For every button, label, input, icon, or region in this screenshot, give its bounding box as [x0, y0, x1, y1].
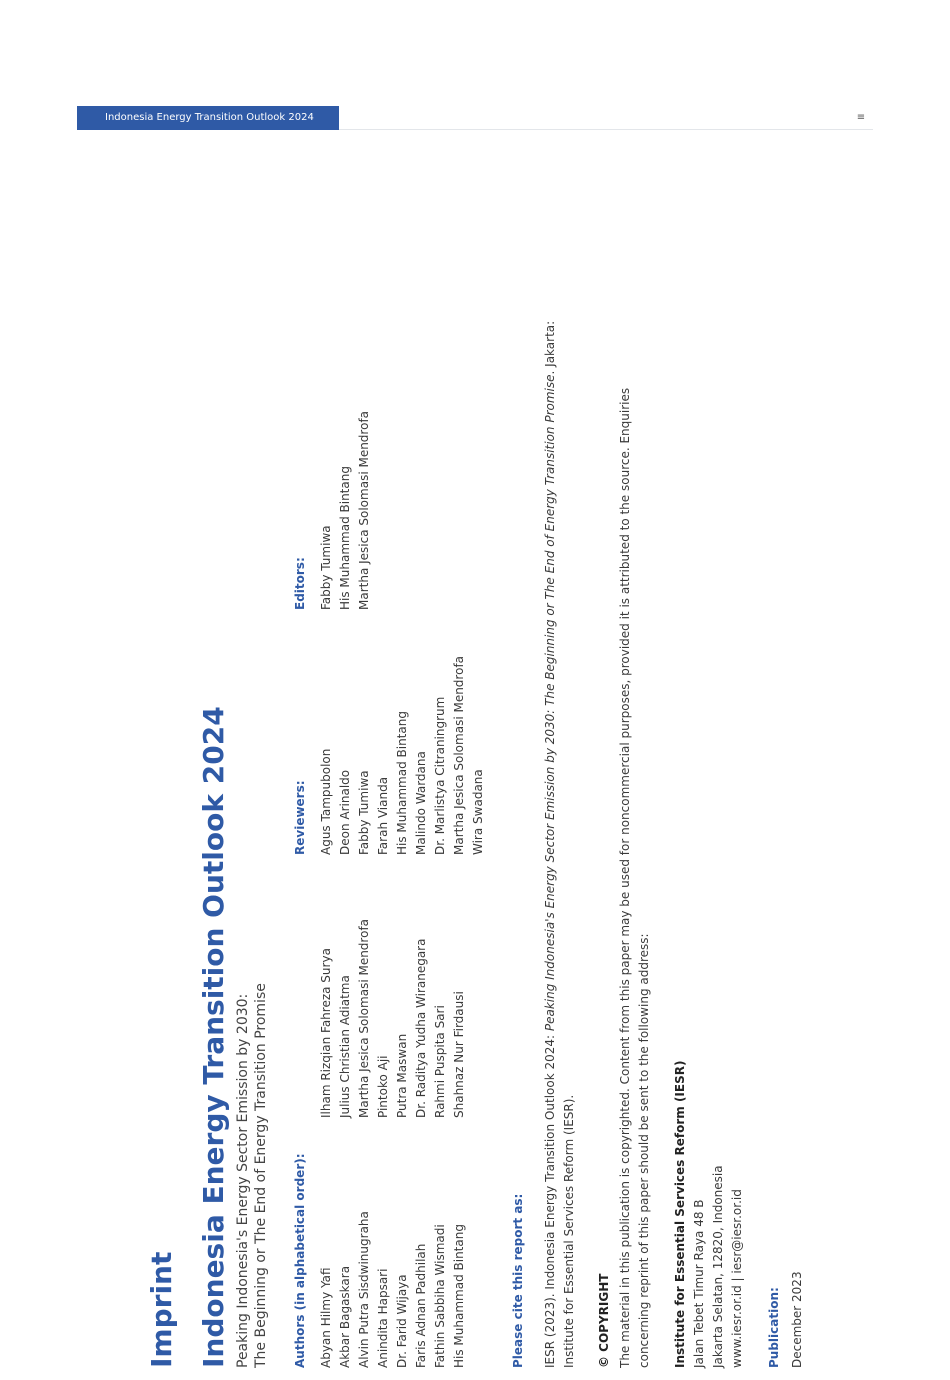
cite-suffix: . Jakarta: — [543, 320, 557, 375]
header-band-text: Indonesia Energy Transition Outlook 2024 — [105, 112, 314, 123]
copyright-line1: The material in this publication is copyrighted. Content from this paper may be used for noncommercial purposes, provided it is attributed to the source. Enquiries — [618, 387, 632, 1368]
reviewers-list — [317, 656, 488, 855]
reviewer-name: Dr. Marlistya Citraningrum — [433, 696, 447, 855]
author-name: Akbar Bagaskara — [338, 1265, 352, 1368]
reviewer-name: Farah Vianda — [376, 776, 390, 855]
author-name: Fathin Sabbiha Wismadi — [433, 1224, 447, 1368]
author-name: Pintoko Aji — [376, 1055, 390, 1118]
header-divider — [339, 129, 873, 130]
address-contact: www.iesr.or.id | iesr@iesr.or.id — [730, 1189, 744, 1368]
publication-date: December 2023 — [790, 1271, 804, 1368]
imprint-title: Imprint — [145, 1251, 178, 1368]
address-city: Jakarta Selatan, 12820, Indonesia — [711, 1165, 725, 1368]
rotated-page-content — [145, 320, 865, 1380]
list-icon[interactable]: ≡ — [856, 112, 866, 123]
author-name: Rahmi Puspita Sari — [433, 1005, 447, 1118]
authors-column-1 — [317, 1211, 469, 1368]
report-subtitle-line1: Peaking Indonesia's Energy Sector Emission by 2030: — [235, 993, 251, 1368]
reviewer-name: Deon Arinaldo — [338, 769, 352, 855]
copyright-heading: © COPYRIGHT — [597, 1273, 611, 1368]
author-name: Dr. Farid Wijaya — [395, 1274, 409, 1368]
editors-heading: Editors: — [293, 557, 307, 610]
editors-list — [317, 411, 374, 610]
author-name: Faris Adnan Padhilah — [414, 1243, 428, 1368]
reviewer-name: Wira Swadana — [471, 769, 485, 855]
reviewer-name: Malindo Wardana — [414, 751, 428, 855]
address-street: Jalan Tebet Timur Raya 48 B — [692, 1199, 706, 1368]
authors-column-2 — [317, 919, 469, 1118]
author-name: Ilham Rizqian Fahreza Surya — [319, 948, 333, 1118]
author-name: Alvin Putra Sisdwinugraha — [357, 1211, 371, 1368]
author-name: Abyan Hilmy Yafi — [319, 1267, 333, 1368]
address-org: Institute for Essential Services Reform (IESR) — [673, 1060, 687, 1368]
reviewer-name: Martha Jesica Solomasi Mendrofa — [452, 655, 466, 855]
authors-heading: Authors (in alphabetical order): — [293, 1153, 307, 1368]
author-name: Dr. Raditya Yudha Wiranegara — [414, 938, 428, 1118]
editor-name: Martha Jesica Solomasi Mendrofa — [357, 410, 371, 610]
reviewers-heading: Reviewers: — [293, 780, 307, 855]
cite-title-italic: Peaking Indonesia's Energy Sector Emission by 2030: The Beginning or The End of Energy Transition Promise — [543, 374, 557, 1032]
author-name: Putra Maswan — [395, 1033, 409, 1118]
copyright-line2: concerning reprint of this paper should be sent to the following address: — [637, 933, 651, 1368]
cite-heading: Please cite this report as: — [511, 1193, 525, 1368]
author-name: His Muhammad Bintang — [452, 1224, 466, 1368]
reviewer-name: Agus Tampubolon — [319, 748, 333, 855]
author-name: Anindita Hapsari — [376, 1268, 390, 1368]
header-band — [77, 106, 339, 130]
publication-heading: Publication: — [767, 1287, 781, 1368]
author-name: Shahnaz Nur Firdausi — [452, 991, 466, 1118]
cite-line2: Institute for Essential Services Reform (IESR). — [562, 1094, 576, 1368]
cite-prefix: IESR (2023). Indonesia Energy Transition Outlook 2024: — [543, 1031, 557, 1368]
author-name: Julius Christian Adiatma — [338, 975, 352, 1118]
editor-name: His Muhammad Bintang — [338, 466, 352, 610]
reviewer-name: Fabby Tumiwa — [357, 770, 371, 855]
author-name: Martha Jesica Solomasi Mendrofa — [357, 918, 371, 1118]
report-title: Indonesia Energy Transition Outlook 2024 — [197, 706, 230, 1368]
cite-line1 — [541, 321, 560, 1368]
editor-name: Fabby Tumiwa — [319, 525, 333, 610]
report-subtitle-line2: The Beginning or The End of Energy Transition Promise — [253, 983, 269, 1368]
reviewer-name: His Muhammad Bintang — [395, 711, 409, 855]
